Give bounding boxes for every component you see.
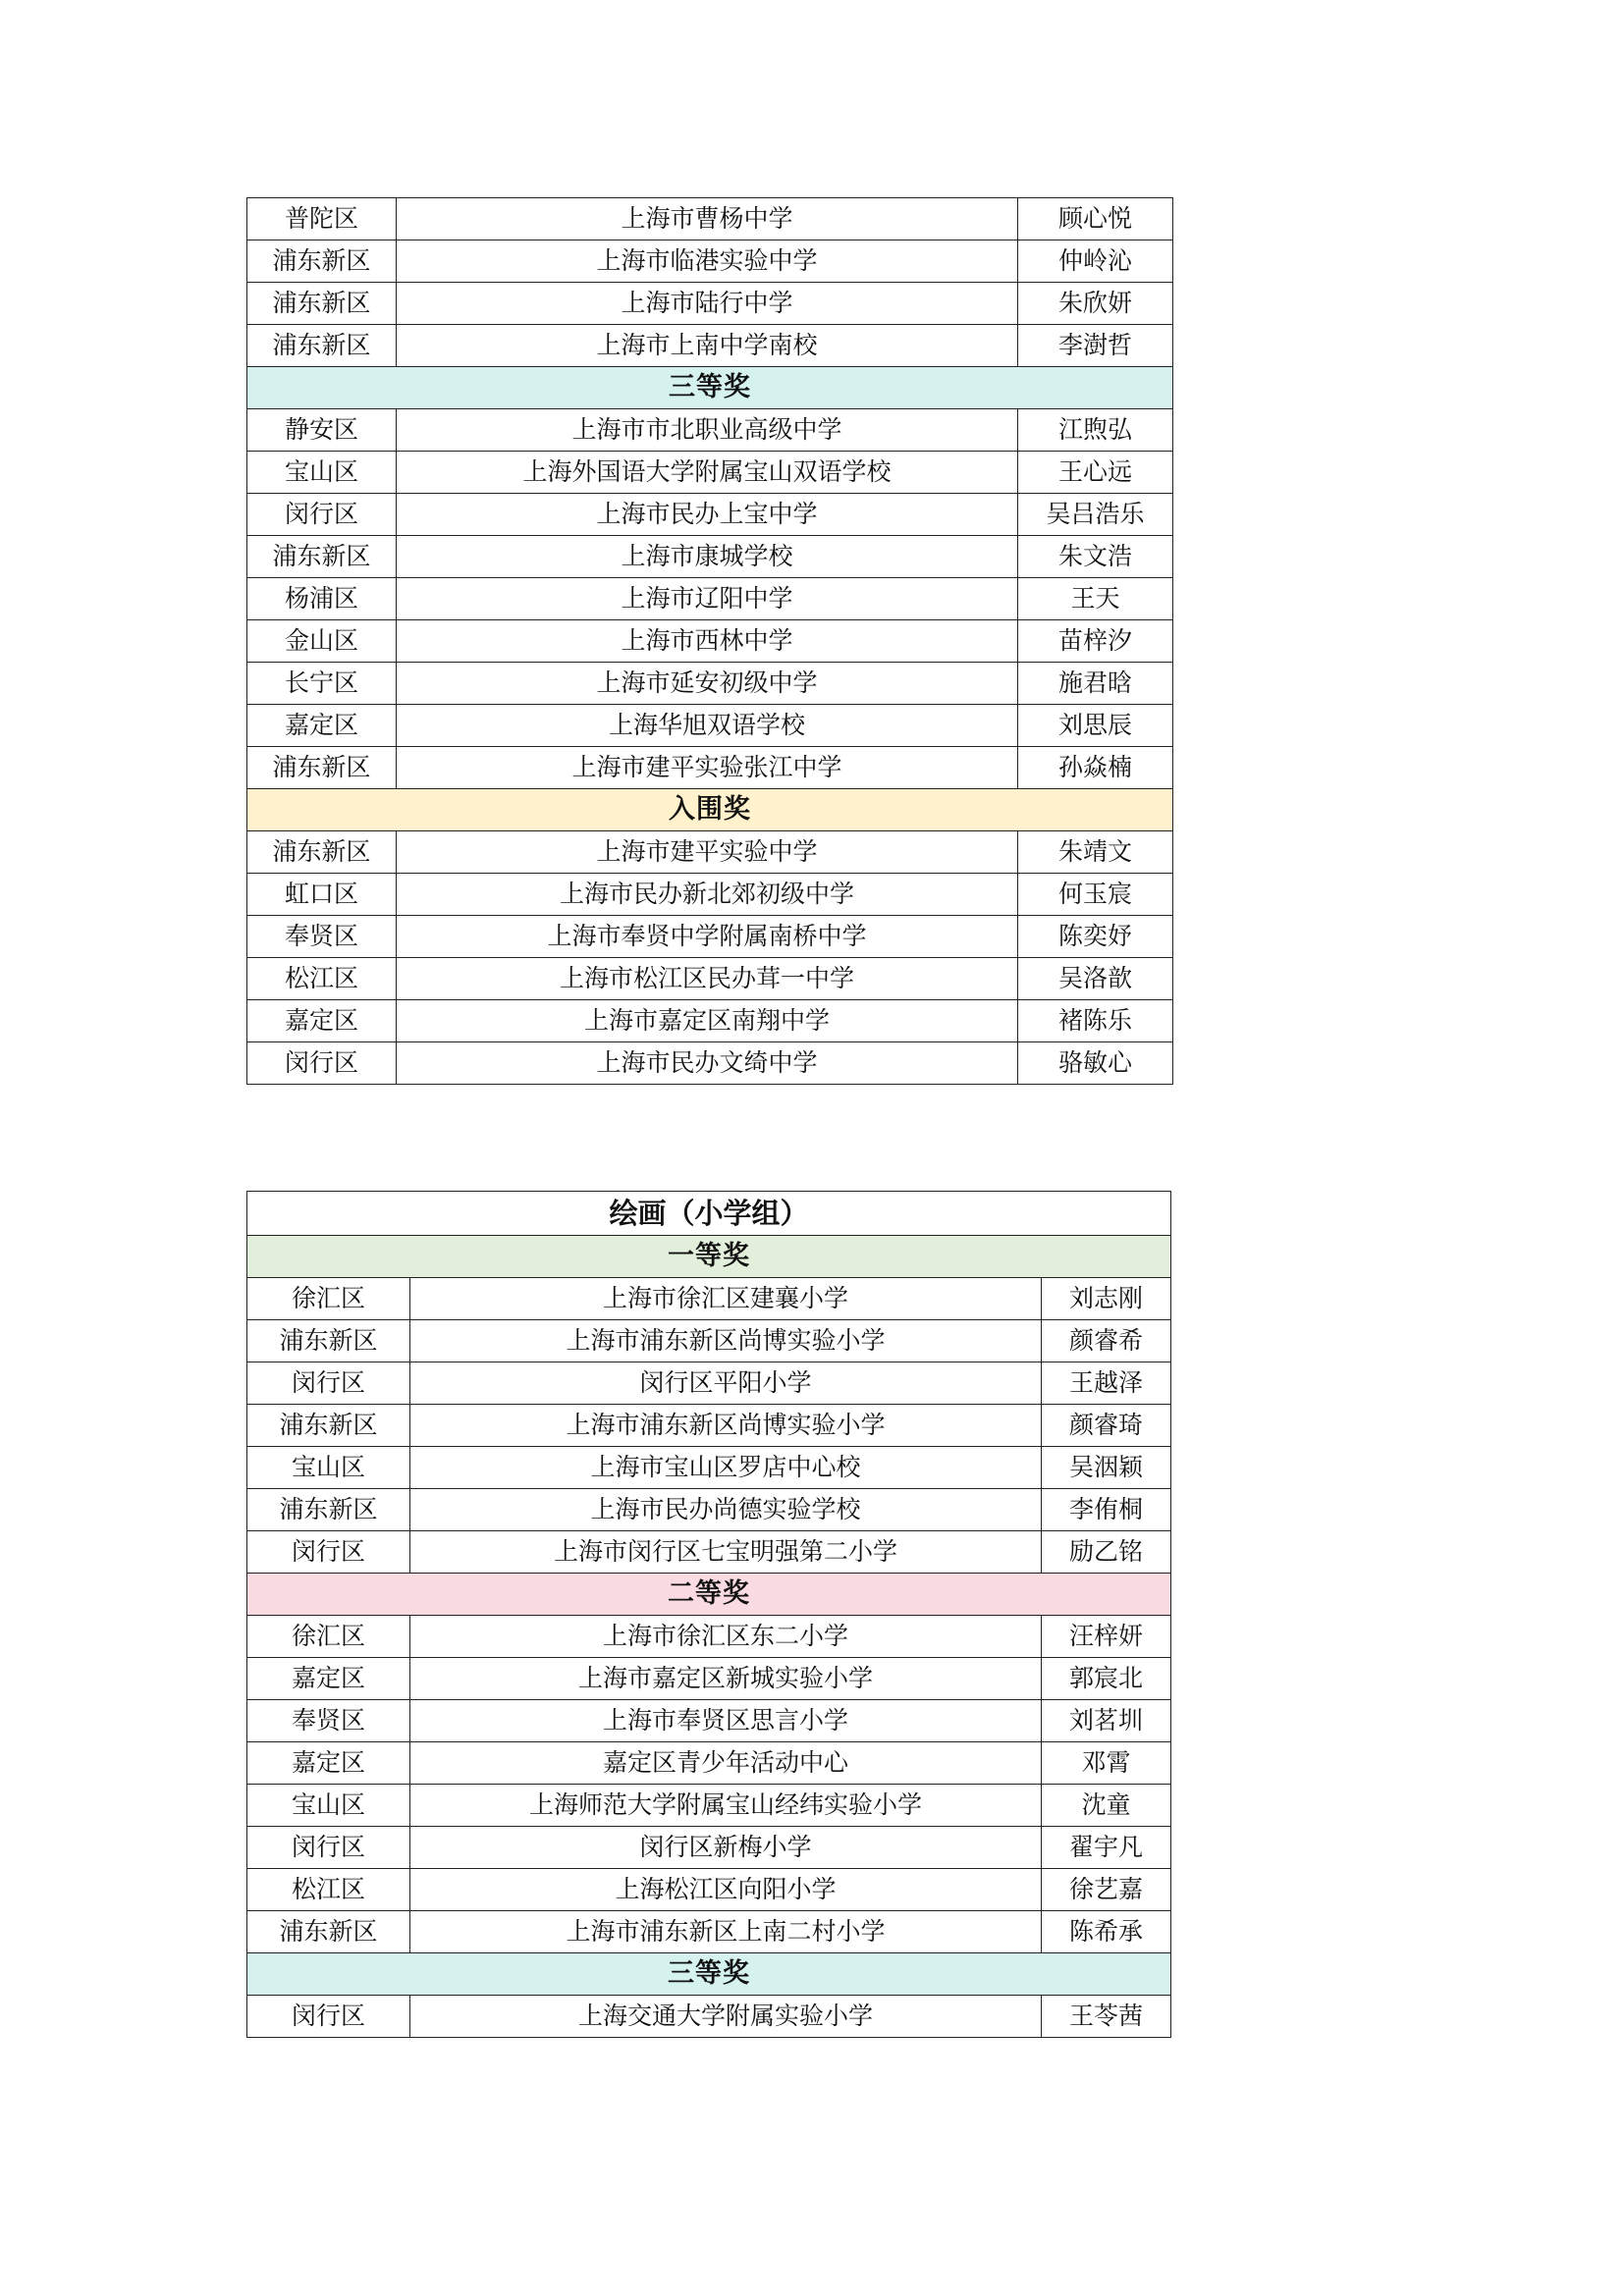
student-name-cell: 励乙铭: [1042, 1531, 1171, 1574]
table-row: [247, 1827, 1171, 1869]
student-name-cell: 苗梓汐: [1018, 620, 1173, 663]
school-cell: 上海市徐汇区东二小学: [410, 1616, 1042, 1658]
table-row: [247, 283, 1173, 325]
district-cell: 金山区: [247, 620, 397, 663]
student-name-cell: 吴吕浩乐: [1018, 494, 1173, 536]
district-cell: 浦东新区: [247, 1320, 410, 1362]
district-cell: 静安区: [247, 409, 397, 452]
table-row: [247, 958, 1173, 1000]
second-prize-rows: [247, 1616, 1171, 1953]
school-cell: 上海市浦东新区上南二村小学: [410, 1911, 1042, 1953]
school-cell: 上海市奉贤中学附属南桥中学: [397, 916, 1018, 958]
table-row: [247, 1320, 1171, 1362]
third-prize-rows-2: [247, 1996, 1171, 2038]
table-row: [247, 620, 1173, 663]
school-cell: 上海市曹杨中学: [397, 198, 1018, 240]
table-row: [247, 1911, 1171, 1953]
district-cell: 普陀区: [247, 198, 397, 240]
table-row: [247, 705, 1173, 747]
student-name-cell: 郭宸北: [1042, 1658, 1171, 1700]
school-cell: 上海市建平实验中学: [397, 831, 1018, 874]
finalist-section: [247, 789, 1173, 831]
first-prize-rows: [247, 1278, 1171, 1574]
district-cell: 徐汇区: [247, 1278, 410, 1320]
district-cell: 闵行区: [247, 1362, 410, 1405]
student-name-cell: 邓霄: [1042, 1742, 1171, 1785]
school-cell: 上海市市北职业高级中学: [397, 409, 1018, 452]
student-name-cell: 颜睿琦: [1042, 1405, 1171, 1447]
table-row: [247, 1996, 1171, 2038]
school-cell: 闵行区新梅小学: [410, 1827, 1042, 1869]
table-row: [247, 198, 1173, 240]
table-row: [247, 1489, 1171, 1531]
district-cell: 闵行区: [247, 1996, 410, 2038]
student-name-cell: 朱文浩: [1018, 536, 1173, 578]
school-cell: 上海外国语大学附属宝山双语学校: [397, 452, 1018, 494]
school-cell: 上海市松江区民办茸一中学: [397, 958, 1018, 1000]
student-name-cell: 翟宇凡: [1042, 1827, 1171, 1869]
school-cell: 上海市民办上宝中学: [397, 494, 1018, 536]
student-name-cell: 沈童: [1042, 1785, 1171, 1827]
third-prize-section-2: [247, 1953, 1171, 1996]
district-cell: 浦东新区: [247, 1489, 410, 1531]
school-cell: 上海市康城学校: [397, 536, 1018, 578]
third-prize-section: [247, 367, 1173, 409]
table-row: [247, 536, 1173, 578]
table-row: [247, 747, 1173, 789]
district-cell: 浦东新区: [247, 831, 397, 874]
district-cell: 浦东新区: [247, 1405, 410, 1447]
awards-table-secondary: [246, 197, 1173, 1085]
district-cell: 奉贤区: [247, 1700, 410, 1742]
table-row: [247, 874, 1173, 916]
third-prize-rows: [247, 409, 1173, 789]
first-prize-header: 一等奖: [247, 1236, 1171, 1278]
school-cell: 嘉定区青少年活动中心: [410, 1742, 1042, 1785]
district-cell: 浦东新区: [247, 1911, 410, 1953]
school-cell: 上海华旭双语学校: [397, 705, 1018, 747]
second-prize-header: 二等奖: [247, 1574, 1171, 1616]
table-row: [247, 1531, 1171, 1574]
table-row: [247, 1278, 1171, 1320]
district-cell: 闵行区: [247, 1531, 410, 1574]
district-cell: 闵行区: [247, 1827, 410, 1869]
table-row: [247, 494, 1173, 536]
district-cell: 奉贤区: [247, 916, 397, 958]
student-name-cell: 顾心悦: [1018, 198, 1173, 240]
table-row: [247, 1658, 1171, 1700]
student-name-cell: 颜睿希: [1042, 1320, 1171, 1362]
school-cell: 上海松江区向阳小学: [410, 1869, 1042, 1911]
table-row: [247, 409, 1173, 452]
student-name-cell: 陈奕妤: [1018, 916, 1173, 958]
school-cell: 上海市延安初级中学: [397, 663, 1018, 705]
table-row: [247, 916, 1173, 958]
district-cell: 闵行区: [247, 1042, 397, 1085]
district-cell: 浦东新区: [247, 240, 397, 283]
student-name-cell: 骆敏心: [1018, 1042, 1173, 1085]
district-cell: 浦东新区: [247, 747, 397, 789]
district-cell: 宝山区: [247, 1785, 410, 1827]
district-cell: 徐汇区: [247, 1616, 410, 1658]
school-cell: 上海市上南中学南校: [397, 325, 1018, 367]
student-name-cell: 李澍哲: [1018, 325, 1173, 367]
district-cell: 浦东新区: [247, 325, 397, 367]
school-cell: 上海市嘉定区新城实验小学: [410, 1658, 1042, 1700]
school-cell: 上海市民办新北郊初级中学: [397, 874, 1018, 916]
student-name-cell: 刘思辰: [1018, 705, 1173, 747]
second-prize-section: [247, 1574, 1171, 1616]
district-cell: 嘉定区: [247, 1658, 410, 1700]
continued-rows: [247, 198, 1173, 367]
school-cell: 上海市奉贤区思言小学: [410, 1700, 1042, 1742]
school-cell: 上海市辽阳中学: [397, 578, 1018, 620]
table-row: [247, 240, 1173, 283]
student-name-cell: 王天: [1018, 578, 1173, 620]
school-cell: 上海市徐汇区建襄小学: [410, 1278, 1042, 1320]
student-name-cell: 褚陈乐: [1018, 1000, 1173, 1042]
table-row: [247, 1405, 1171, 1447]
student-name-cell: 陈希承: [1042, 1911, 1171, 1953]
district-cell: 嘉定区: [247, 1000, 397, 1042]
table-row: [247, 325, 1173, 367]
school-cell: 上海市西林中学: [397, 620, 1018, 663]
district-cell: 松江区: [247, 1869, 410, 1911]
student-name-cell: 孙焱楠: [1018, 747, 1173, 789]
school-cell: 上海交通大学附属实验小学: [410, 1996, 1042, 2038]
finalist-header: 入围奖: [247, 789, 1173, 831]
student-name-cell: 仲岭沁: [1018, 240, 1173, 283]
district-cell: 闵行区: [247, 494, 397, 536]
school-cell: 上海市宝山区罗店中心校: [410, 1447, 1042, 1489]
finalist-rows: [247, 831, 1173, 1085]
school-cell: 上海市民办尚德实验学校: [410, 1489, 1042, 1531]
district-cell: 浦东新区: [247, 536, 397, 578]
student-name-cell: 江煦弘: [1018, 409, 1173, 452]
district-cell: 浦东新区: [247, 283, 397, 325]
student-name-cell: 吴洛歆: [1018, 958, 1173, 1000]
table-row: [247, 1742, 1171, 1785]
district-cell: 松江区: [247, 958, 397, 1000]
student-name-cell: 何玉宸: [1018, 874, 1173, 916]
school-cell: 上海市浦东新区尚博实验小学: [410, 1405, 1042, 1447]
table-title: 绘画（小学组）: [247, 1192, 1171, 1236]
table-row: [247, 1616, 1171, 1658]
table-title-section: [247, 1192, 1171, 1278]
student-name-cell: 徐艺嘉: [1042, 1869, 1171, 1911]
district-cell: 虹口区: [247, 874, 397, 916]
school-cell: 上海市闵行区七宝明强第二小学: [410, 1531, 1042, 1574]
student-name-cell: 王越泽: [1042, 1362, 1171, 1405]
student-name-cell: 汪梓妍: [1042, 1616, 1171, 1658]
district-cell: 长宁区: [247, 663, 397, 705]
student-name-cell: 施君晗: [1018, 663, 1173, 705]
student-name-cell: 朱靖文: [1018, 831, 1173, 874]
student-name-cell: 李侑桐: [1042, 1489, 1171, 1531]
student-name-cell: 朱欣妍: [1018, 283, 1173, 325]
district-cell: 嘉定区: [247, 705, 397, 747]
table-row: [247, 1000, 1173, 1042]
table-row: [247, 663, 1173, 705]
student-name-cell: 刘茗圳: [1042, 1700, 1171, 1742]
school-cell: 上海市建平实验张江中学: [397, 747, 1018, 789]
table-row: [247, 1785, 1171, 1827]
third-prize-header: 三等奖: [247, 367, 1173, 409]
school-cell: 上海市临港实验中学: [397, 240, 1018, 283]
district-cell: 宝山区: [247, 452, 397, 494]
third-prize-header-2: 三等奖: [247, 1953, 1171, 1996]
school-cell: 上海市民办文绮中学: [397, 1042, 1018, 1085]
table-row: [247, 831, 1173, 874]
awards-table-painting-primary: [246, 1191, 1171, 2038]
table-row: [247, 1447, 1171, 1489]
student-name-cell: 刘志刚: [1042, 1278, 1171, 1320]
table-row: [247, 578, 1173, 620]
district-cell: 杨浦区: [247, 578, 397, 620]
table-row: [247, 1700, 1171, 1742]
student-name-cell: 王心远: [1018, 452, 1173, 494]
school-cell: 上海师范大学附属宝山经纬实验小学: [410, 1785, 1042, 1827]
table-row: [247, 452, 1173, 494]
district-cell: 嘉定区: [247, 1742, 410, 1785]
table-row: [247, 1362, 1171, 1405]
student-name-cell: 王苓茜: [1042, 1996, 1171, 2038]
school-cell: 上海市浦东新区尚博实验小学: [410, 1320, 1042, 1362]
district-cell: 宝山区: [247, 1447, 410, 1489]
student-name-cell: 吴洇颖: [1042, 1447, 1171, 1489]
table-row: [247, 1042, 1173, 1085]
school-cell: 闵行区平阳小学: [410, 1362, 1042, 1405]
school-cell: 上海市嘉定区南翔中学: [397, 1000, 1018, 1042]
school-cell: 上海市陆行中学: [397, 283, 1018, 325]
table-row: [247, 1869, 1171, 1911]
